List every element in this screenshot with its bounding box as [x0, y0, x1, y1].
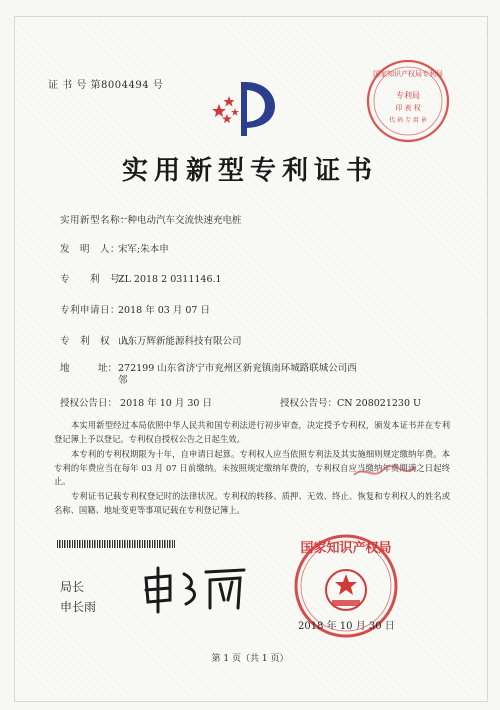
red-ink-mark [350, 455, 420, 485]
director-signature [140, 560, 250, 615]
patentee [60, 333, 242, 347]
filing-date-label: 专利申请日： [60, 305, 121, 316]
name-value: 一种电动汽车交流快速充电桩 [118, 215, 242, 226]
utility-model-name [60, 212, 242, 226]
grant-date: 授权公告日： 2018 年 10 月 30 日 [60, 398, 212, 409]
small-seal-line1: 专利局 [396, 91, 420, 100]
address-label: 地 址： [60, 363, 118, 374]
address [60, 363, 370, 387]
grant-publication-number: 授权公告号：CN 208021230 U [280, 398, 422, 409]
seal-text: 国家知识产权局 [300, 541, 392, 556]
page-number: 第 1 页（共 1 页） [211, 654, 289, 664]
small-seal-line3: 代 码 专 用 章 [389, 117, 427, 124]
small-seal-line2: 印 表 权 [395, 104, 421, 112]
filing-date-value: 2018 年 03 月 07 日 [118, 305, 210, 316]
director-name: 申长雨 [60, 600, 97, 614]
filing-date [60, 302, 210, 316]
paragraph-1: 本实用新型经过本局依照中华人民共和国专利法进行初步审查，决定授予专利权，颁发本证书并在专利登记簿上予以登记。专利权自授权公告之日起生效。 [54, 420, 450, 444]
seal-date: 2018 年 10 月 30 日 [298, 621, 395, 632]
inventor-label: 发 明 人： [60, 244, 121, 255]
cnipa-logo-icon [205, 78, 285, 138]
name-label: 实用新型名称： [60, 215, 131, 226]
paragraph-2: 本专利的专利权期限为十年，自申请日起算。专利权人应当依照专利法及其实施细则规定缴纳年费。本专利的年费应当在每年 03 月 07 日前缴纳。未按照规定缴纳年费的，专利权自应当缴纳年费期满之日起终止。 [54, 449, 450, 486]
inventor-value: 宋军;朱本申 [118, 244, 169, 255]
patent-number-label: 专 利 号： [60, 274, 131, 285]
patent-office-seal [363, 56, 453, 146]
address-value: 272199 山东省济宁市兖州区新兖镇南环城路联城公司西邻 [118, 363, 357, 386]
seal-emblem-icon [335, 574, 357, 595]
director-label: 局长 [60, 580, 85, 594]
certificate-title: 实用新型专利证书 [121, 156, 378, 186]
patent-number [60, 271, 222, 285]
paragraph-3: 专利证书记载专利权登记时的法律状况。专利权的转移、质押、无效、终止、恢复和专利权人的姓名或名称、国籍、地址变更等事项记载在专利登记簿上。 [54, 491, 450, 515]
patent-number-value: ZL 2018 2 0311146.1 [118, 274, 222, 285]
small-seal-arc-text: 国家知识产权局专利局 [373, 70, 443, 78]
barcode [57, 540, 175, 548]
inventor [60, 241, 169, 255]
patentee-value: 山东万辉新能源科技有限公司 [118, 336, 242, 347]
patentee-label: 专 利 权 人： [60, 336, 141, 347]
certificate-number: 证 书 号 第8004494 号 [48, 80, 164, 91]
